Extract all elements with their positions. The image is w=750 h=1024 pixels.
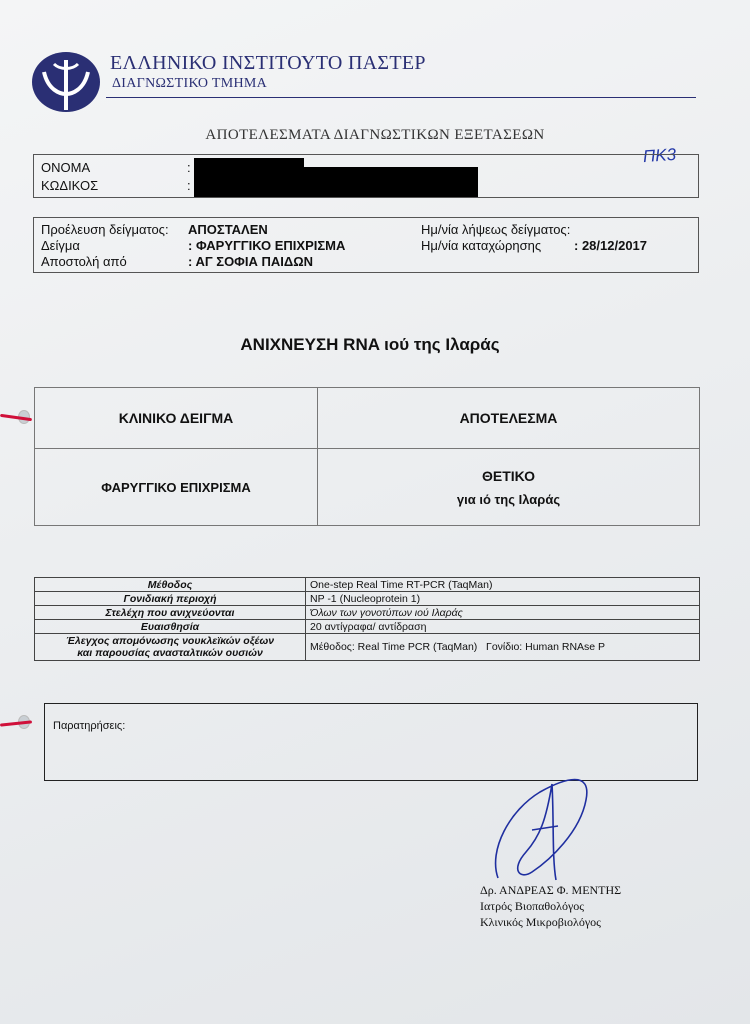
gene-region-value: NP -1 (Nucleoprotein 1) bbox=[306, 592, 700, 606]
origin-label: Προέλευση δείγματος: bbox=[41, 222, 169, 237]
sensitivity-row bbox=[35, 620, 700, 634]
signatory-name: Δρ. ΑΝΔΡΕΑΣ Φ. ΜΕΝΤΗΣ bbox=[480, 883, 622, 897]
test-title: ΑΝΙΧΝΕΥΣΗ RNA ιού της Ιλαράς bbox=[240, 335, 500, 354]
results-table bbox=[34, 387, 700, 526]
sensitivity-label: Ευαισθησία bbox=[35, 620, 306, 634]
method-table bbox=[34, 577, 700, 661]
col-result-header: ΑΠΟΤΕΛΕΣΜΑ bbox=[318, 388, 700, 449]
results-data-row bbox=[35, 449, 700, 526]
sent-from-value: : ΑΓ ΣΟΦΙΑ ΠΑΙΔΩΝ bbox=[188, 254, 314, 269]
control-label-line-2: και παρουσίας ανασταλτικών ουσιών bbox=[77, 647, 263, 659]
sample-value: : ΦΑΡΥΓΓΙΚΟ ΕΠΙΧΡΙΣΜΑ bbox=[188, 238, 346, 253]
control-value: Μέθοδος: Real Time PCR (TaqMan) Γονίδιο: Human RNAse P bbox=[306, 634, 700, 661]
pasteur-logo-icon bbox=[30, 50, 102, 114]
strains-value: Όλων των γονοτύπων ιού Ιλαράς bbox=[306, 606, 700, 620]
signatory-title-1: Ιατρός Βιοπαθολόγος bbox=[480, 899, 585, 913]
department-name: ΔΙΑΓΝΩΣΤΙΚΟ ΤΜΗΜΑ bbox=[112, 76, 268, 91]
method-value: One-step Real Time RT-PCR (TaqMan) bbox=[306, 578, 700, 592]
method-label: Μέθοδος bbox=[35, 578, 306, 592]
gene-region-label: Γονιδιακή περιοχή bbox=[35, 592, 306, 606]
header-divider bbox=[106, 97, 696, 98]
collection-date-label: Ημ/νία λήψεως δείγματος: bbox=[421, 222, 571, 237]
sent-from-label: Αποστολή από bbox=[41, 254, 127, 269]
result-value: ΘΕΤΙΚΟ bbox=[481, 467, 536, 484]
col-sample-header: ΚΛΙΝΙΚΟ ΔΕΙΓΜΑ bbox=[35, 388, 318, 449]
document-title: ΑΠΟΤΕΛΕΣΜΑΤΑ ΔΙΑΓΝΩΣΤΙΚΩΝ ΕΞΕΤΑΣΕΩΝ bbox=[205, 127, 545, 143]
signatory-title-2: Κλινικός Μικροβιολόγος bbox=[480, 915, 601, 929]
name-separator: : bbox=[187, 160, 191, 175]
registration-date-value: : 28/12/2017 bbox=[574, 238, 648, 253]
sensitivity-value: 20 αντίγραφα/ αντίδραση bbox=[306, 620, 700, 634]
control-label bbox=[35, 634, 306, 661]
strains-label: Στελέχη που ανιχνεύονται bbox=[35, 606, 306, 620]
code-label: ΚΩΔΙΚΟΣ bbox=[41, 178, 99, 193]
result-cell bbox=[318, 449, 700, 526]
sample-cell: ΦΑΡΥΓΓΙΚΟ ΕΠΙΧΡΙΣΜΑ bbox=[35, 449, 318, 526]
control-row bbox=[35, 634, 700, 661]
handwritten-note: ΠΚ3 bbox=[642, 144, 677, 167]
patient-info-box bbox=[33, 154, 699, 198]
control-label-line-1: Έλεγχος απομόνωσης νουκλεϊκών οξέων bbox=[65, 635, 275, 647]
gene-region-row bbox=[35, 592, 700, 606]
signature-graphic bbox=[480, 760, 600, 900]
remarks-label: Παρατηρήσεις: bbox=[53, 720, 126, 732]
result-detail: για ιό της Ιλαράς bbox=[456, 491, 561, 507]
redaction-bar-code bbox=[194, 167, 478, 197]
origin-value: ΑΠΟΣΤΑΛΕΝ bbox=[188, 222, 268, 237]
name-label: ΟΝΟΜΑ bbox=[41, 160, 91, 175]
registration-date-label: Ημ/νία καταχώρησης bbox=[421, 238, 542, 253]
strains-row bbox=[35, 606, 700, 620]
institute-name: ΕΛΛΗΝΙΚΟ ΙΝΣΤΙΤΟΥΤΟ ΠΑΣΤΕΡ bbox=[110, 52, 426, 74]
sample-info-box bbox=[33, 217, 699, 273]
code-separator: : bbox=[187, 178, 191, 193]
results-header-row bbox=[35, 388, 700, 449]
sample-label: Δείγμα bbox=[41, 238, 80, 253]
method-row bbox=[35, 578, 700, 592]
